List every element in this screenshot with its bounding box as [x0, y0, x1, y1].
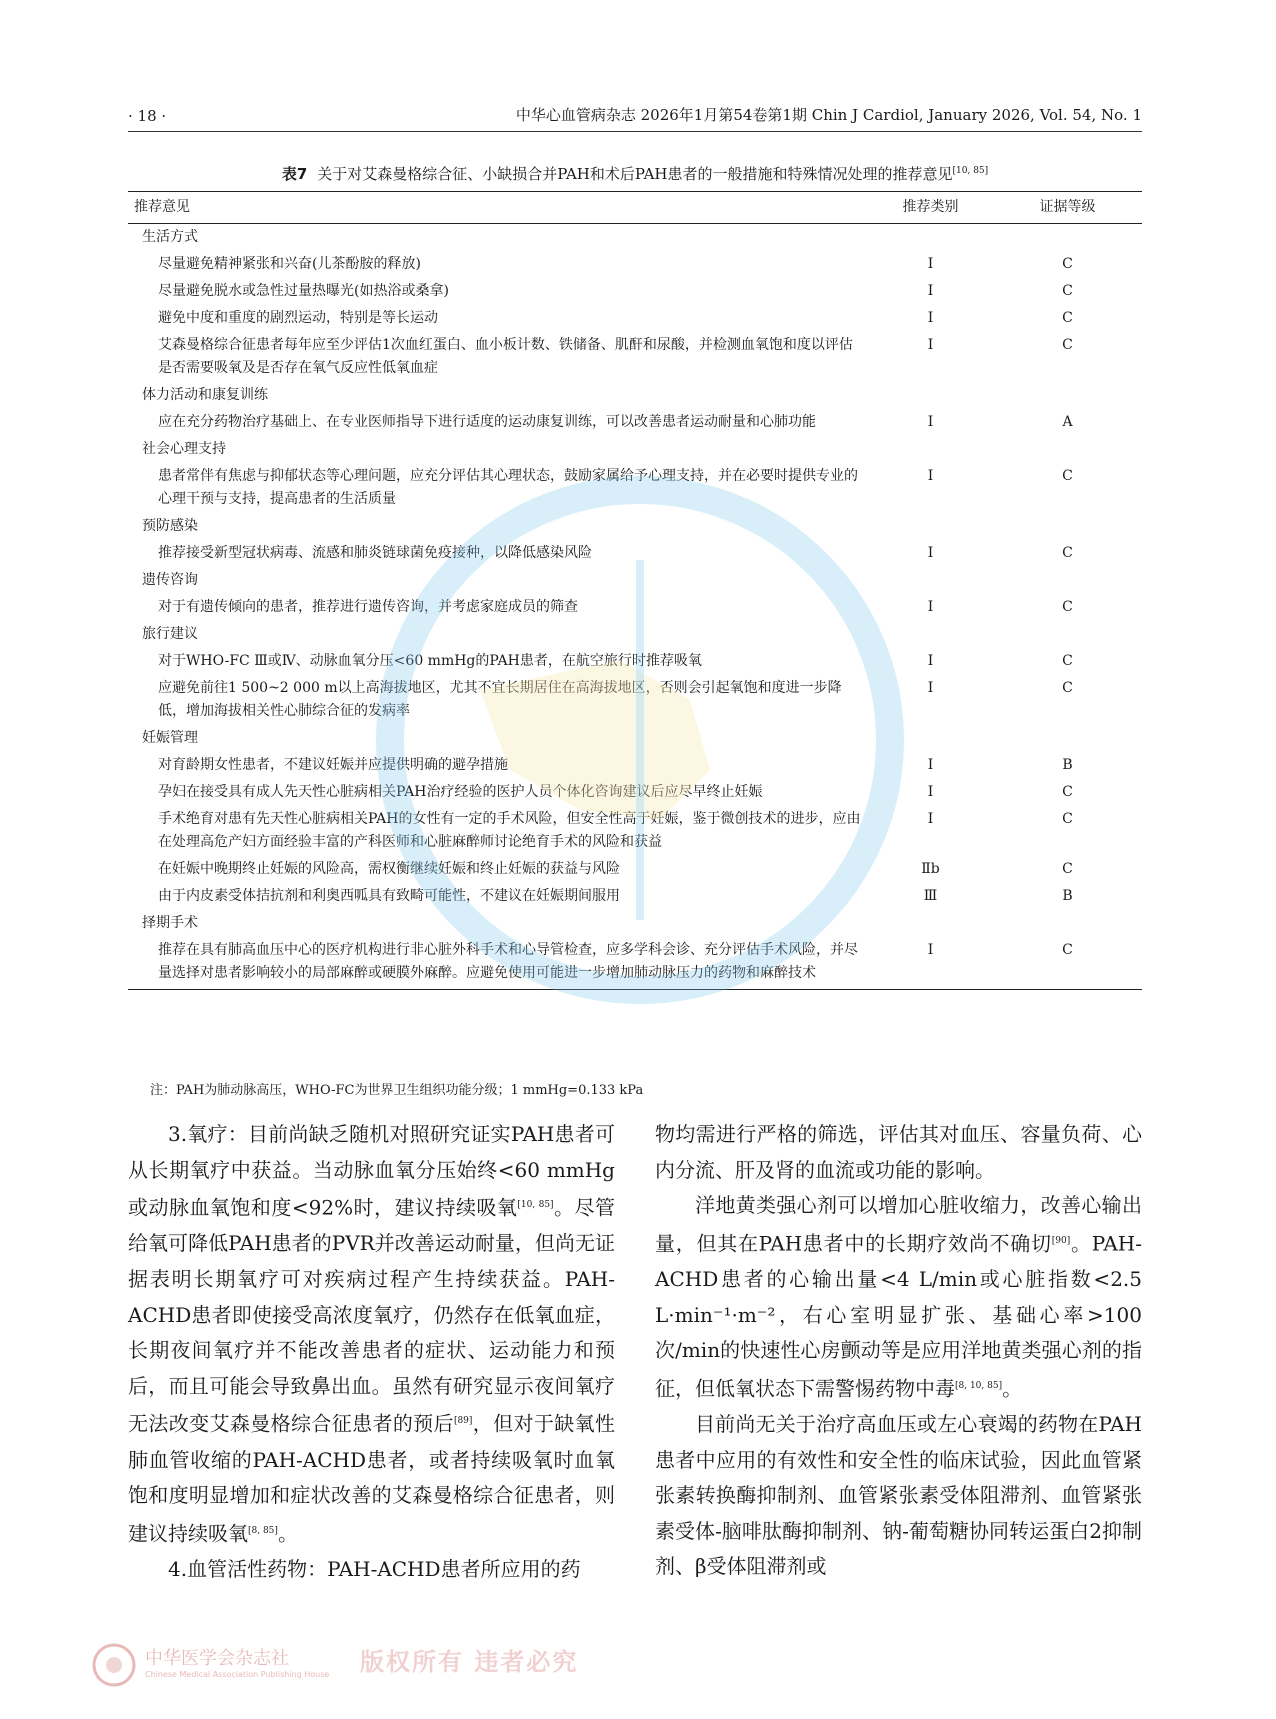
- class-cell: Ⅰ: [927, 545, 934, 561]
- recommendation-cell: 手术绝育对患有先天性心脏病相关PAH的女性有一定的手术风险，但安全性高于妊娠，鉴于微创技术的进步，应由在处理高危产妇方面经验丰富的产科医师和心脏麻醉师讨论绝育手术的风险和获益: [158, 811, 861, 850]
- level-cell: [993, 910, 1142, 937]
- table-section-row: [128, 725, 1142, 752]
- recommendation-cell: 择期手术: [142, 915, 198, 931]
- level-cell: C: [1062, 256, 1073, 272]
- class-cell: [868, 567, 993, 594]
- table-title: 关于对艾森曼格综合征、小缺损合并PAH和术后PAH患者的一般措施和特殊情况处理的推荐意见: [317, 165, 953, 183]
- paragraph-text: 。: [277, 1521, 298, 1546]
- table-row: [128, 332, 1142, 382]
- body-column-right: [655, 1117, 1142, 1585]
- citation-ref: [10, 85]: [517, 1200, 554, 1211]
- table-row: [128, 675, 1142, 725]
- class-cell: Ⅰ: [927, 680, 934, 696]
- copyright-stamp: 版权所有 违者必究: [360, 1648, 579, 1676]
- citation-ref: [8, 85]: [248, 1525, 278, 1536]
- running-header: [128, 104, 1142, 132]
- level-cell: C: [1062, 680, 1073, 696]
- recommendation-cell: 应避免前往1 500~2 000 m以上高海拔地区，尤其不宜长期居住在高海拔地区，否则会引起氧饱和度进一步降低，增加海拔相关性心肺综合征的发病率: [158, 680, 842, 719]
- level-cell: [993, 382, 1142, 409]
- paragraph-text: 4.血管活性药物：PAH-ACHD患者所应用的药: [168, 1557, 581, 1582]
- col-header-recommendation: 推荐意见: [128, 192, 868, 224]
- recommendation-cell: 尽量避免精神紧张和兴奋(儿茶酚胺的释放): [158, 256, 421, 272]
- table-row: [128, 779, 1142, 806]
- level-cell: [993, 224, 1142, 252]
- publisher-name: 中华医学会杂志社: [145, 1648, 289, 1669]
- recommendation-cell: 对于WHO-FC Ⅲ或Ⅳ、动脉血氧分压<60 mmHg的PAH患者，在航空旅行时推荐吸氧: [158, 653, 702, 669]
- table-section-row: [128, 567, 1142, 594]
- paragraph-text: 。PAH-ACHD患者的心输出量<4 L/min或心脏指数<2.5 L·min⁻¹·m⁻²，右心室明显扩张、基础心率>100次/min的快速性心房颤动等是应用洋地黄类强心剂的指征，但低氧状态下需警惕药物中毒: [655, 1231, 1143, 1401]
- class-cell: [868, 224, 993, 252]
- class-cell: [868, 910, 993, 937]
- class-cell: Ⅰ: [927, 653, 934, 669]
- table-body: [128, 224, 1142, 990]
- level-cell: A: [1062, 414, 1073, 430]
- publisher-logo-icon: [84, 1640, 144, 1690]
- table-row: [128, 752, 1142, 779]
- recommendation-cell: 推荐接受新型冠状病毒、流感和肺炎链球菌免疫接种，以降低感染风险: [158, 545, 592, 561]
- level-cell: C: [1062, 337, 1073, 353]
- table-row: [128, 540, 1142, 567]
- citation-ref: [90]: [1051, 1235, 1071, 1246]
- table-section-row: [128, 224, 1142, 252]
- level-cell: [993, 621, 1142, 648]
- class-cell: Ⅰ: [927, 256, 934, 272]
- table-row: [128, 806, 1142, 856]
- body-paragraph: [128, 1117, 615, 1552]
- recommendation-cell: 体力活动和康复训练: [142, 387, 268, 403]
- level-cell: [993, 567, 1142, 594]
- table-row: [128, 883, 1142, 910]
- recommendation-cell: 推荐在具有肺高血压中心的医疗机构进行非心脏外科手术和心导管检查，应多学科会诊、充分评估手术风险，并尽量选择对患者影响较小的局部麻醉或硬膜外麻醉。应避免使用可能进一步增加肺动脉压力的药物和麻醉技术: [128, 937, 868, 990]
- body-paragraph: [655, 1188, 1142, 1407]
- class-cell: Ⅰ: [868, 937, 993, 990]
- citation-ref: [8, 10, 85]: [955, 1380, 1003, 1391]
- table-title-ref: [10, 85]: [952, 166, 989, 176]
- table-section-row: [128, 436, 1142, 463]
- table-caption: [128, 163, 1142, 184]
- table-row: [128, 251, 1142, 278]
- class-cell: Ⅱb: [921, 861, 940, 877]
- recommendation-cell: 艾森曼格综合征患者每年应至少评估1次血红蛋白、血小板计数、铁储备、肌酐和尿酸，并检测血氧饱和度以评估是否需要吸氧及是否存在氧气反应性低氧血症: [158, 337, 853, 376]
- table-row: [128, 648, 1142, 675]
- recommendation-cell: 生活方式: [142, 229, 198, 245]
- recommendation-cell: 避免中度和重度的剧烈运动，特别是等长运动: [158, 310, 438, 326]
- table-row: [128, 278, 1142, 305]
- table-section-row: [128, 382, 1142, 409]
- page-number: · 18 ·: [128, 107, 167, 125]
- body-paragraph: [128, 1552, 615, 1588]
- recommendation-cell: 由于内皮素受体拮抗剂和利奥西呱具有致畸可能性，不建议在妊娠期间服用: [158, 888, 620, 904]
- class-cell: Ⅰ: [927, 337, 934, 353]
- level-cell: C: [1062, 861, 1073, 877]
- col-header-level: 证据等级: [993, 192, 1142, 224]
- paragraph-text: 洋地黄类强心剂可以增加心脏收缩力，改善心输出量，但其在PAH患者中的长期疗效尚不确切: [655, 1193, 1142, 1256]
- class-cell: Ⅰ: [927, 811, 934, 827]
- level-cell: C: [1062, 283, 1073, 299]
- table-section-row: [128, 621, 1142, 648]
- recommendation-cell: 妊娠管理: [142, 730, 198, 746]
- level-cell: [993, 513, 1142, 540]
- table-row: [128, 409, 1142, 436]
- paragraph-text: 3.氧疗：目前尚缺乏随机对照研究证实PAH患者可从长期氧疗中获益。当动脉血氧分压始终<60 mmHg或动脉血氧饱和度<92%时，建议持续吸氧: [128, 1122, 615, 1220]
- table-row: [128, 856, 1142, 883]
- table-row: [128, 594, 1142, 621]
- table-row: [128, 463, 1142, 513]
- recommendation-cell: 在妊娠中晚期终止妊娠的风险高，需权衡继续妊娠和终止妊娠的获益与风险: [158, 861, 620, 877]
- recommendation-cell: 预防感染: [142, 518, 198, 534]
- level-cell: [993, 725, 1142, 752]
- recommendation-table: [128, 191, 1142, 990]
- level-cell: B: [1062, 888, 1073, 904]
- class-cell: [868, 725, 993, 752]
- class-cell: [868, 382, 993, 409]
- col-header-class: 推荐类别: [868, 192, 993, 224]
- level-cell: C: [993, 937, 1142, 990]
- level-cell: [993, 436, 1142, 463]
- class-cell: Ⅰ: [927, 784, 934, 800]
- body-paragraph: [655, 1407, 1142, 1585]
- table-row: [128, 305, 1142, 332]
- recommendation-cell: 对育龄期女性患者，不建议妊娠并应提供明确的避孕措施: [158, 757, 508, 773]
- recommendation-cell: 遗传咨询: [142, 572, 198, 588]
- class-cell: Ⅰ: [927, 414, 934, 430]
- class-cell: Ⅰ: [927, 757, 934, 773]
- table-row: [128, 937, 1142, 990]
- paragraph-text: 物均需进行严格的筛选，评估其对血压、容量负荷、心内分流、肝及肾的血流或功能的影响。: [655, 1122, 1142, 1182]
- table-note: 注：PAH为肺动脉高压，WHO-FC为世界卫生组织功能分级；1 mmHg=0.133 kPa: [150, 1083, 644, 1098]
- level-cell: C: [1062, 310, 1073, 326]
- level-cell: C: [1062, 545, 1073, 561]
- class-cell: [868, 436, 993, 463]
- class-cell: Ⅰ: [927, 283, 934, 299]
- paragraph-text: 。: [1002, 1376, 1023, 1401]
- body-paragraph: [655, 1117, 1142, 1188]
- paragraph-text: 。尽管给氧可降低PAH患者的PVR并改善运动耐量，但尚无证据表明长期氧疗可对疾病过程产生持续获益。PAH-ACHD患者即使接受高浓度氧疗，仍然存在低氧血症，长期夜间氧疗并不能改善患者的症状、运动能力和预后，而且可能会导致鼻出血。虽然有研究显示夜间氧疗无法改变艾森曼格综合征患者的预后: [128, 1195, 616, 1437]
- level-cell: B: [1062, 757, 1073, 773]
- level-cell: C: [1062, 468, 1073, 484]
- table-section-row: [128, 910, 1142, 937]
- body-column-left: [128, 1117, 615, 1588]
- recommendation-cell: 对于有遗传倾向的患者，推荐进行遗传咨询，并考虑家庭成员的筛查: [158, 599, 578, 615]
- class-cell: Ⅰ: [927, 310, 934, 326]
- paragraph-text: ，但对于缺氧性肺血管收缩的PAH-ACHD患者，或者持续吸氧时血氧饱和度明显增加和症状改善的艾森曼格综合征患者，则建议持续吸氧: [128, 1412, 616, 1546]
- recommendation-cell: 患者常伴有焦虑与抑郁状态等心理问题，应充分评估其心理状态，鼓励家属给予心理支持，并在必要时提供专业的心理干预与支持，提高患者的生活质量: [158, 468, 858, 507]
- class-cell: Ⅰ: [927, 599, 934, 615]
- level-cell: C: [1062, 784, 1073, 800]
- recommendation-cell: 尽量避免脱水或急性过量热曝光(如热浴或桑拿): [158, 283, 449, 299]
- class-cell: Ⅲ: [923, 888, 938, 904]
- publisher-name-en: Chinese Medical Association Publishing House: [145, 1670, 330, 1679]
- class-cell: Ⅰ: [927, 468, 934, 484]
- class-cell: [868, 621, 993, 648]
- recommendation-cell: 孕妇在接受具有成人先天性心脏病相关PAH治疗经验的医护人员个体化咨询建议后应尽早终止妊娠: [158, 784, 763, 800]
- class-cell: [868, 513, 993, 540]
- recommendation-cell: 社会心理支持: [142, 441, 226, 457]
- table-header-row: [128, 192, 1142, 224]
- level-cell: C: [1062, 811, 1073, 827]
- recommendation-cell: 应在充分药物治疗基础上、在专业医师指导下进行适度的运动康复训练，可以改善患者运动耐量和心肺功能: [158, 414, 816, 430]
- recommendation-cell: 旅行建议: [142, 626, 198, 642]
- level-cell: C: [1062, 599, 1073, 615]
- citation-ref: [89]: [453, 1416, 473, 1427]
- journal-citation: 中华心血管病杂志 2026年1月第54卷第1期 Chin J Cardiol, January 2026, Vol. 54, No. 1: [515, 106, 1142, 124]
- paragraph-text: 目前尚无关于治疗高血压或左心衰竭的药物在PAH患者中应用的有效性和安全性的临床试验，因此血管紧张素转换酶抑制剂、血管紧张素受体阻滞剂、血管紧张素受体-脑啡肽酶抑制剂、钠-葡萄糖协同转运蛋白2抑制剂、β受体阻滞剂或: [655, 1412, 1142, 1579]
- level-cell: C: [1062, 653, 1073, 669]
- table-section-row: [128, 513, 1142, 540]
- table-number: 表7: [281, 165, 308, 183]
